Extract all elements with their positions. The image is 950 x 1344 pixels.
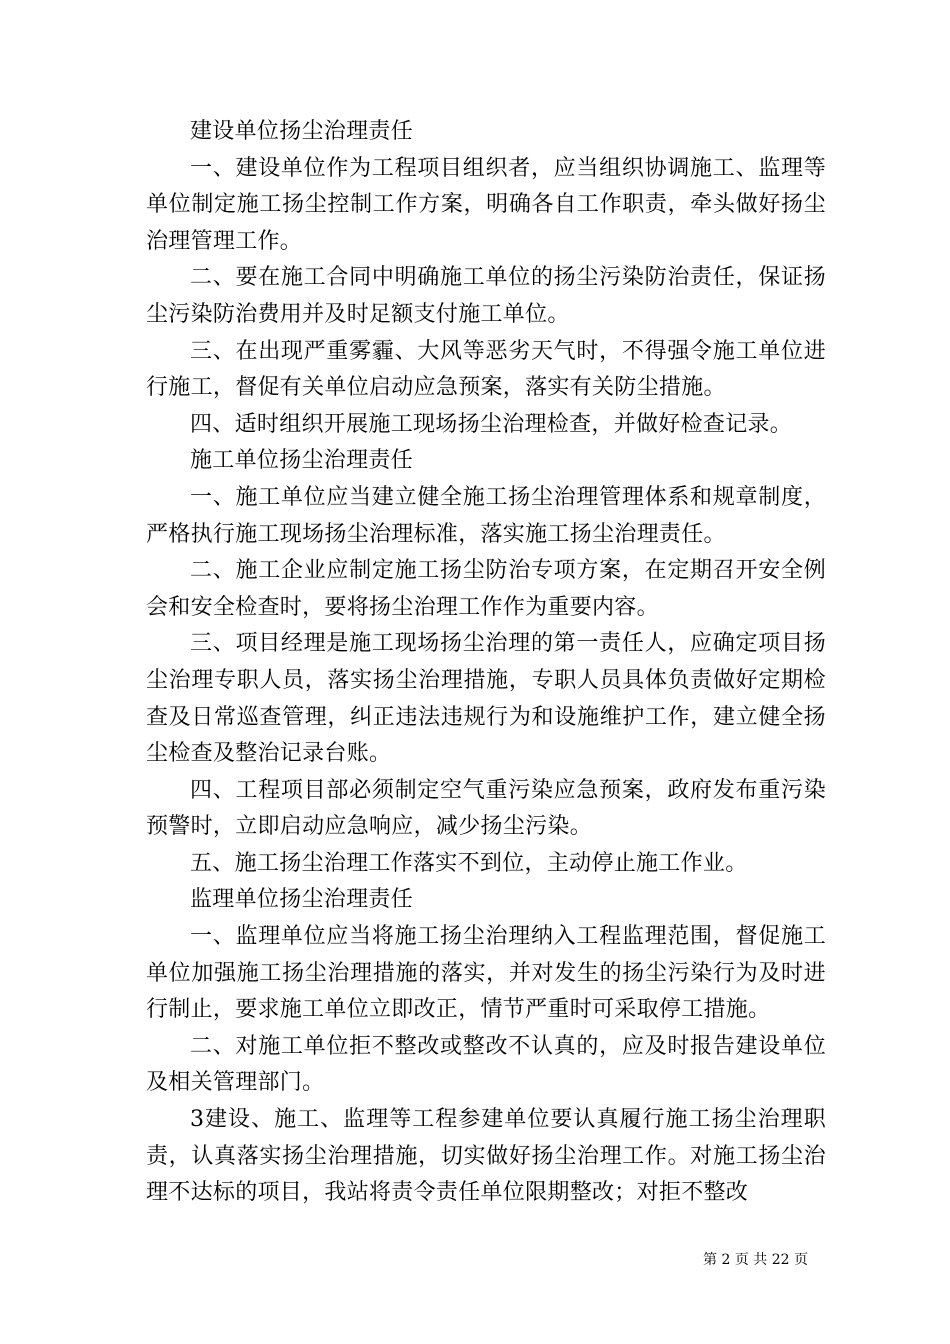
document-body bbox=[146, 114, 826, 1212]
paragraph: 三、在出现严重雾霾、大风等恶劣天气时，不得强令施工单位进行施工，督促有关单位启动应急预案，落实有关防尘措施。 bbox=[146, 338, 826, 401]
paragraph: 四、适时组织开展施工现场扬尘治理检查，并做好检查记录。 bbox=[190, 411, 793, 437]
paragraph: 三、项目经理是施工现场扬尘治理的第一责任人，应确定项目扬尘治理专职人员，落实扬尘治理措施，专职人员具体负责做好定期检查及日常巡查管理，纠正违法违规行为和设施维护工作，建立健全扬尘检查及整治记录台账。 bbox=[146, 631, 826, 767]
paragraph: 一、监理单位应当将施工扬尘治理纳入工程监理范围，督促施工单位加强施工扬尘治理措施的落实，并对发生的扬尘污染行为及时进行制止，要求施工单位立即改正，情节严重时可采取停工措施。 bbox=[146, 924, 826, 1023]
page-number: 第 2 页 共 22 页 bbox=[703, 1252, 808, 1268]
paragraph: 一、建设单位作为工程项目组织者，应当组织协调施工、监理等单位制定施工扬尘控制工作方案，明确各自工作职责，牵头做好扬尘治理管理工作。 bbox=[146, 155, 826, 254]
section-heading-supervision-unit: 监理单位扬尘治理责任 bbox=[190, 887, 414, 913]
paragraph: 四、工程项目部必须制定空气重污染应急预案，政府发布重污染预警时，立即启动应急响应，减少扬尘污染。 bbox=[146, 777, 826, 840]
paragraph: 二、施工企业应制定施工扬尘防治专项方案，在定期召开安全例会和安全检查时，要将扬尘治理工作作为重要内容。 bbox=[146, 558, 826, 620]
section-heading-construction-unit: 建设单位扬尘治理责任 bbox=[190, 119, 414, 144]
paragraph: 五、施工扬尘治理工作落实不到位，主动停止施工作业。 bbox=[190, 850, 748, 876]
section-heading-contractor-unit: 施工单位扬尘治理责任 bbox=[190, 448, 414, 474]
paragraph: 二、对施工单位拒不整改或整改不认真的，应及时报告建设单位及相关管理部门。 bbox=[146, 1033, 826, 1096]
paragraph: 3建设、施工、监理等工程参建单位要认真履行施工扬尘治理职责，认真落实扬尘治理措施，切实做好扬尘治理工作。对施工扬尘治理不达标的项目，我站将责令责任单位限期整改；对拒不整改 bbox=[146, 1107, 826, 1206]
paragraph: 二、要在施工合同中明确施工单位的扬尘污染防治责任，保证扬尘污染防治费用并及时足额支付施工单位。 bbox=[146, 265, 826, 327]
paragraph: 一、施工单位应当建立健全施工扬尘治理管理体系和规章制度，严格执行施工现场扬尘治理标准，落实施工扬尘治理责任。 bbox=[146, 484, 826, 547]
